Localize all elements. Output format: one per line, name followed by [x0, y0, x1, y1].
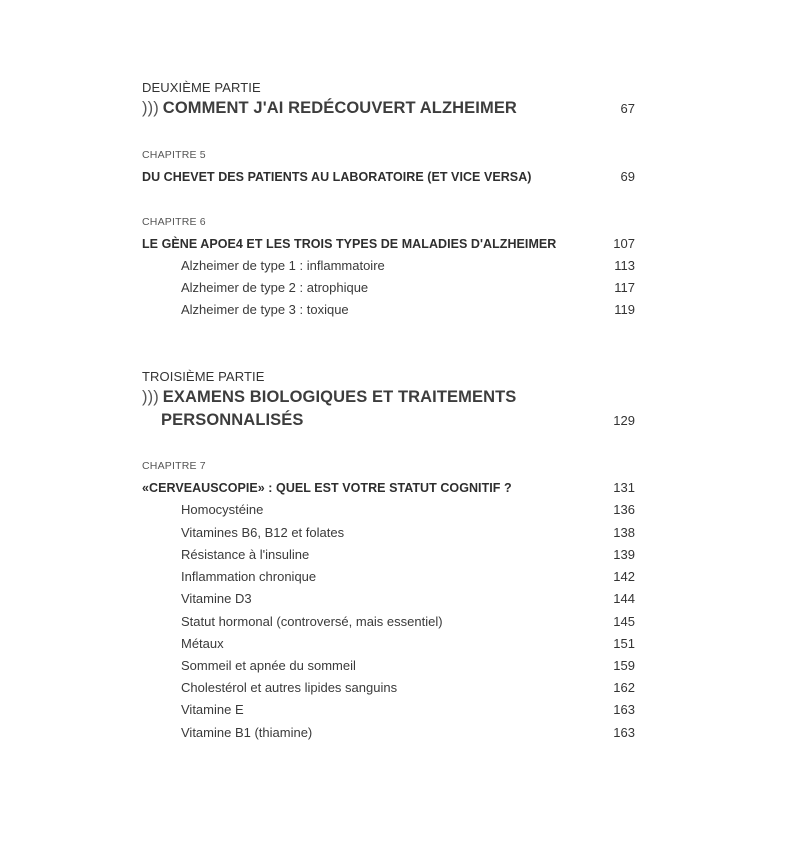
page-number: 107 [613, 236, 635, 251]
section-entry [142, 569, 635, 584]
section-entry [142, 280, 635, 295]
part-label: TROISIÈME PARTIE [142, 369, 265, 384]
section-title: Homocystéine [181, 502, 264, 517]
page-number: 117 [614, 280, 635, 295]
part-title-continued: PERSONNALISÉS [161, 411, 304, 429]
page-number: 67 [620, 101, 635, 116]
section-entry [142, 658, 635, 673]
page-number: 151 [613, 636, 635, 651]
part-marker: ))) [142, 99, 159, 117]
section-title: Sommeil et apnée du sommeil [181, 658, 356, 673]
section-entry [142, 525, 635, 540]
page-number: 136 [613, 502, 635, 517]
section-entry [142, 702, 635, 717]
section-title: Résistance à l'insuline [181, 547, 310, 562]
section-title: Inflammation chronique [181, 569, 317, 584]
chapter-title: DU CHEVET DES PATIENTS AU LABORATOIRE (ET VICE VERSA) [142, 170, 532, 184]
section-entry [142, 547, 635, 562]
part-heading [142, 99, 635, 118]
page-number: 145 [613, 614, 635, 629]
part-title-text: EXAMENS BIOLOGIQUES ET TRAITEMENTS [162, 388, 517, 406]
part-heading-continued [142, 411, 635, 430]
page-number: 163 [613, 702, 635, 717]
part-label: DEUXIÈME PARTIE [142, 80, 261, 95]
page-number: 159 [613, 658, 635, 673]
table-of-contents [142, 0, 635, 855]
chapter-label: CHAPITRE 5 [142, 149, 206, 161]
part-title [142, 99, 517, 118]
chapter-title: «CERVEAUSCOPIE» : QUEL EST VOTRE STATUT COGNITIF ? [142, 481, 512, 495]
page-number: 163 [613, 725, 635, 740]
part-title-text: COMMENT J'AI REDÉCOUVERT ALZHEIMER [162, 99, 517, 117]
section-title: Statut hormonal (controversé, mais essentiel) [181, 614, 443, 629]
chapter-label: CHAPITRE 7 [142, 460, 206, 472]
page-number: 138 [613, 525, 635, 540]
part-heading [142, 388, 635, 407]
section-entry [142, 502, 635, 517]
page-number: 119 [614, 302, 635, 317]
section-title: Alzheimer de type 3 : toxique [181, 302, 349, 317]
chapter-title: LE GÈNE APOE4 ET LES TROIS TYPES DE MALADIES D'ALZHEIMER [142, 237, 557, 251]
page-number: 69 [620, 169, 635, 184]
chapter-heading [142, 480, 635, 495]
page-number: 113 [614, 258, 635, 273]
part-marker: ))) [142, 388, 159, 406]
section-entry [142, 725, 635, 740]
page-number: 129 [613, 413, 635, 428]
chapter-heading [142, 169, 635, 184]
page-number: 131 [613, 480, 635, 495]
section-entry [142, 636, 635, 651]
section-title: Vitamine E [181, 702, 244, 717]
section-title: Vitamine B1 (thiamine) [181, 725, 313, 740]
chapter-label: CHAPITRE 6 [142, 216, 206, 228]
chapter-heading [142, 236, 635, 251]
section-entry [142, 614, 635, 629]
page-number: 139 [613, 547, 635, 562]
section-title: Vitamine D3 [181, 591, 252, 606]
section-title: Alzheimer de type 2 : atrophique [181, 280, 369, 295]
section-title: Vitamines B6, B12 et folates [181, 525, 345, 540]
section-entry [142, 591, 635, 606]
section-title: Cholestérol et autres lipides sanguins [181, 680, 398, 695]
section-title: Alzheimer de type 1 : inflammatoire [181, 258, 385, 273]
section-entry [142, 258, 635, 273]
page-number: 142 [613, 569, 635, 584]
section-title: Métaux [181, 636, 224, 651]
section-entry [142, 680, 635, 695]
section-entry [142, 302, 635, 317]
page-number: 144 [613, 591, 635, 606]
page-number: 162 [613, 680, 635, 695]
part-title [142, 388, 516, 407]
